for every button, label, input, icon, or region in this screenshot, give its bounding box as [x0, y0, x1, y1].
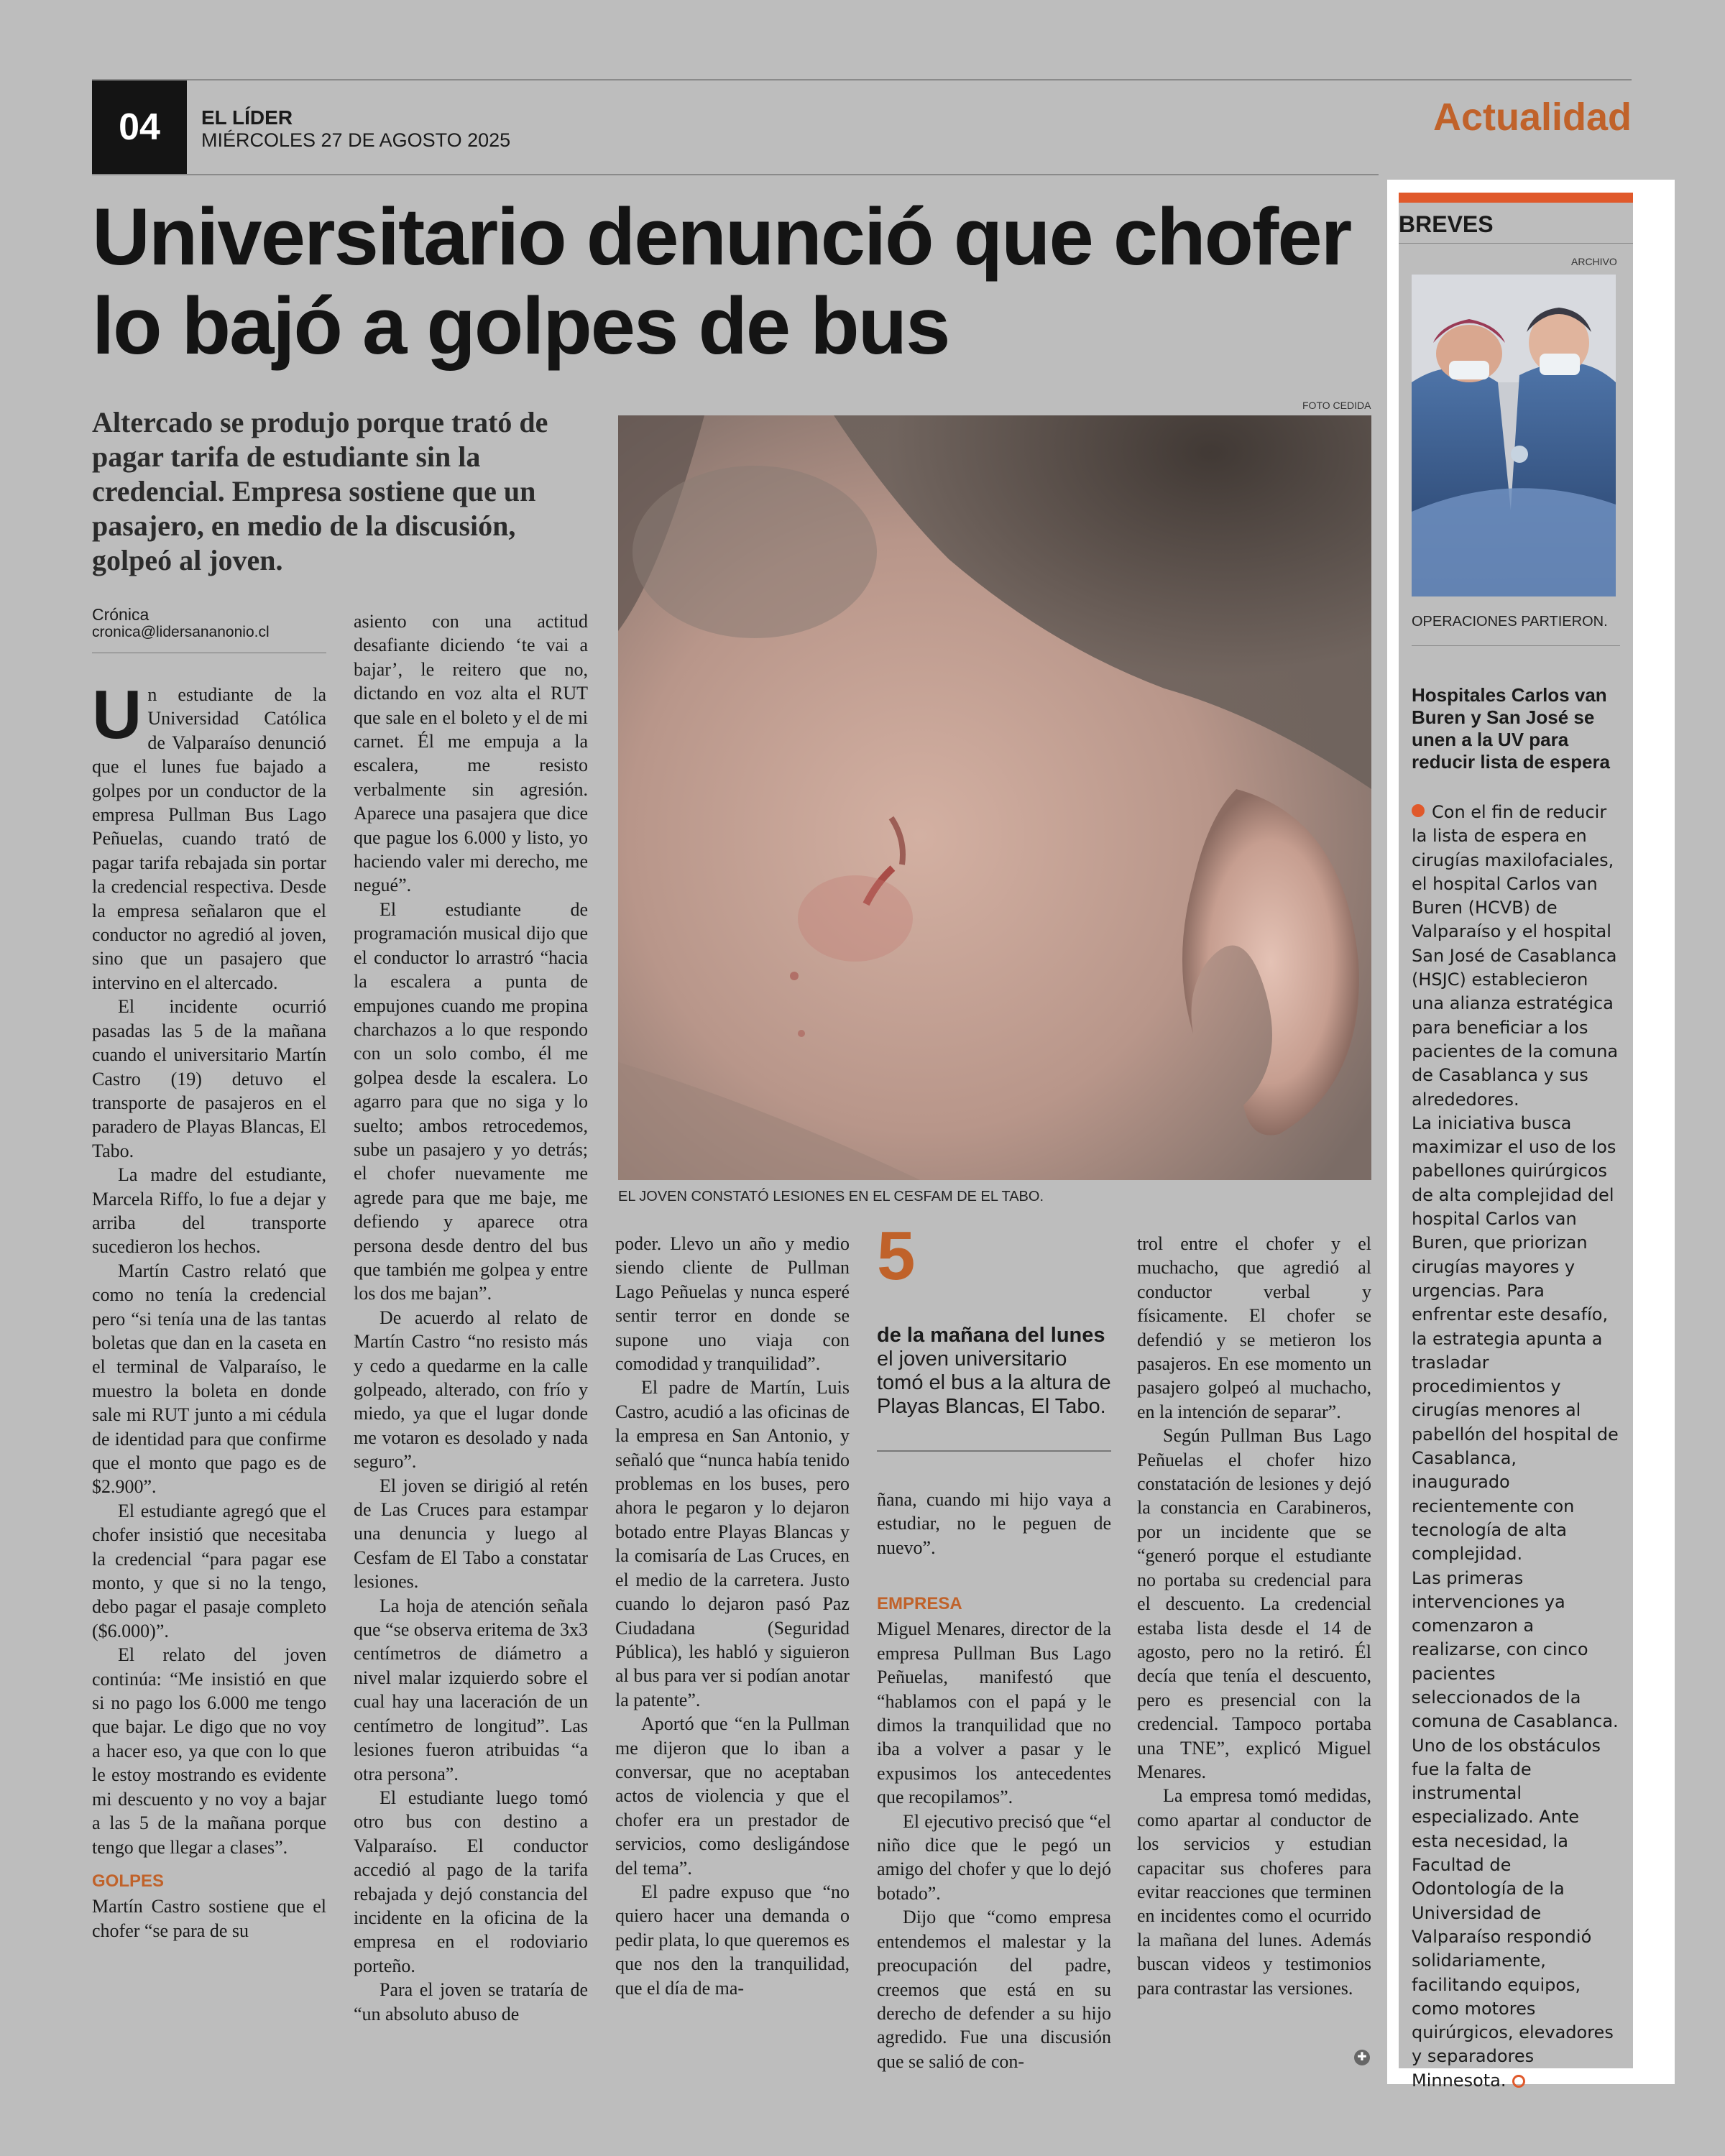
paragraph: La madre del estudiante, Marcela Riffo, lo fue a dejar y arriba del transporte sucedieron los hechos.: [92, 1164, 326, 1258]
paragraph: El incidente ocurrió pasadas las 5 de la mañana cuando el universitario Martín Castro (19) detuvo el transporte de pasajeros en el paradero de Playas Blancas, El Tabo.: [92, 996, 326, 1161]
side-paragraph-text: Con el fin de reducir la lista de espera en cirugías maxilofaciales, el hospital Carlos van Buren (HCVB) de Valparaíso y el hospital San José de Casablanca (HSJC) establecieron una alianza estratégica para beneficiar a los pacientes de la comuna de Casablanca y sus alrededores.: [1412, 802, 1619, 1110]
paragraph: Martín Castro relató que como no tenía la credencial pero “si tenía una de las tantas boletas que dan en la caseta en el terminal de Valparaíso, le muestro la boleta en donde sale mi RUT junto a mi cédula de identidad para que confirme que el monto que pago es de $2.900”.: [92, 1260, 326, 1498]
byline-email: cronica@lidersananonio.cl: [92, 624, 270, 640]
top-rule: [92, 79, 1632, 80]
paragraph: Para el joven se trataría de “un absoluto abuso de: [354, 1979, 588, 2024]
paragraph: Miguel Menares, director de la empresa Pullman Bus Lago Peñuelas, manifestó que “hablamos con el papá y le dimos la tranquilidad que no iba a volver a pasar y le expusimos los antecedentes que recopilamos”.: [877, 1618, 1111, 1808]
bullet-icon: [1412, 804, 1425, 817]
article-column-4-top: [877, 1488, 1111, 1560]
header-rule: [92, 174, 1379, 175]
paragraph: El estudiante luego tomó otro bus con destino a Valparaíso. El conductor accedió al pago de la tarifa rebajada y dejó constancia del incidente en la oficina de la empresa en el rodoviario porteño.: [354, 1787, 588, 1976]
paragraph: trol entre el chofer y el muchacho, que agredió al conductor verbal y físicamente. El chofer se defendió y se metieron los pasajeros. En ese momento un pasajero golpeó al muchacho, en la intención de separar”.: [1137, 1233, 1371, 1422]
pull-quote-rule: [877, 1450, 1111, 1452]
paragraph: Dijo que “como empresa entendemos el malestar y la preocupación del padre, creemos que está en su derecho de defender a su hijo agredido. Fue una discusión que se salió de con-: [877, 1907, 1111, 2072]
article-deck: Altercado se produjo porque trató de pagar tarifa de estudiante sin la credencial. Empresa sostiene que un pasajero, en medio de la discusión, golpeó al joven.: [92, 406, 548, 576]
paragraph: Aportó que “en la Pullman me dijeron que lo iban a conversar, que no aceptaban actos de violencia y que el chofer era un prestador de servicios, como desligándose del tema”.: [615, 1713, 850, 1879]
paragraph: La empresa tomó medidas, como apartar al conductor de los servicios y estudian capacitar sus choferes para evitar reacciones que terminen en incidentes como el ocurrido la mañana del lunes. Además buscan videos y testimonios para contrastar las versiones.: [1137, 1785, 1371, 1999]
paper-name: EL LÍDER: [201, 106, 293, 129]
photo-caption: EL JOVEN CONSTATÓ LESIONES EN EL CESFAM DE EL TABO.: [618, 1189, 1044, 1204]
paragraph-text: n estudiante de la Universidad Católica de Valparaíso denunció que el lunes fue bajado a golpes por un conductor de la empresa Pullman Bus Lago Peñuelas, cuando trató de pagar tarifa rebajada sin portar la credencial respectiva. Desde la empresa señalaron que el conductor no agredió al joven, sino que un pasajero que intervino en el altercado.: [92, 684, 326, 993]
page-number: 04: [92, 80, 187, 174]
article-column-5: [1137, 1232, 1371, 2000]
subhead-golpes: GOLPES: [92, 1871, 165, 1891]
breves-rule: [1399, 243, 1633, 244]
side-body: [1412, 801, 1620, 2093]
paragraph: asiento con una actitud desafiante diciendo ‘te vai a bajar’, le reitero que no, dictando en voz alta el RUT que sale en el boleto y el de mi carnet. Él me empuja a la escalera, me resisto verbalmente sin agresión. Aparece una pasajera que dice que pague los 6.000 y listo, yo haciendo valer mi derecho, me negué”.: [354, 611, 588, 896]
main-photo: [618, 415, 1371, 1180]
side-headline: Hospitales Carlos van Buren y San José se unen a la UV para reducir lista de espera: [1412, 684, 1611, 773]
article-column-4: [877, 1592, 1111, 2073]
paragraph: El joven se dirigió al retén de Las Cruces para estampar una denuncia y luego al Cesfam de El Tabo a constatar lesiones.: [354, 1475, 588, 1593]
paragraph: El estudiante agregó que el chofer insistió que necesitaba la credencial “para pagar ese monto, y que si no la tengo, debo pagar el pasaje completo ($6.000)”.: [92, 1500, 326, 1641]
paragraph: El relato del joven continúa: “Me insistió en que si no pago los 6.000 me tengo que bajar. Le digo que no voy a hacer eso, ya que con lo que le estoy mostrando es evidente mi descuento y no voy a bajar a las 5 de la mañana porque tengo que llegar a clases”.: [92, 1644, 326, 1858]
side-photo-credit: ARCHIVO: [1571, 256, 1617, 267]
article-column-2: [354, 609, 588, 2026]
article-end-icon: ✚: [1354, 2050, 1370, 2065]
pull-quote-text: el joven universitario tomó el bus a la altura de Playas Blancas, El Tabo.: [877, 1348, 1111, 1418]
paragraph: El ejecutivo precisó que “el niño dice que le pegó un amigo del chofer y que lo dejó botado”.: [877, 1810, 1111, 1904]
paragraph: Según Pullman Bus Lago Peñuelas el chofer hizo constatación de lesiones y dejó la constancia en Carabineros, por un incidente que se “generó porque el estudiante no portaba su credencial para el descuento. La credencial estaba lista desde el 14 de agosto, pero no la retiró. Él decía que tenía el descuento, pero es presencial con la credencial. Tampoco portaba una TNE”, explicó Miguel Menares.: [1137, 1425, 1371, 1782]
breves-accent-bar: [1399, 193, 1633, 203]
pull-quote-bold: de la mañana del lunes: [877, 1324, 1105, 1347]
side-paragraph-text: Uno de los obstáculos fue la falta de instrumental especializado. Ante esta necesidad, la Facultad de Odontología de la Universidad de Valparaíso respondió solidariamente, facilitando equipos, como motores quirúrgicos, elevadores y separadores Minnesota.: [1412, 1735, 1614, 2091]
drop-cap: U: [92, 676, 142, 753]
side-caption-rule: [1412, 645, 1620, 646]
side-photo-caption: OPERACIONES PARTIERON.: [1412, 614, 1608, 630]
surgery-photo-icon: [1412, 275, 1616, 596]
byline-name: Crónica: [92, 605, 150, 624]
article-column-3: [615, 1232, 850, 2000]
face-injury-photo-icon: [618, 415, 1371, 1180]
side-paragraph: [1412, 1734, 1620, 2093]
side-paragraph: [1412, 801, 1620, 1112]
photo-credit: FOTO CEDIDA: [1302, 400, 1371, 411]
section-name: Actualidad: [1432, 96, 1632, 139]
article-headline: Universitario denunció que chofer lo bajó a golpes de bus: [92, 192, 1351, 371]
paragraph: Martín Castro sostiene que el chofer “se para de su: [92, 1896, 326, 1941]
paragraph: ñana, cuando mi hijo vaya a estudiar, no le peguen de nuevo”.: [877, 1489, 1111, 1558]
side-paragraph: La iniciativa busca maximizar el uso de los pabellones quirúrgicos de alta complejidad del hospital Carlos van Buren, que priorizan cirugías mayores y urgencias. Para enfrentar este desafío, la estrategia apunta a trasladar procedimientos y cirugías menores al pabellón del hospital de Casablanca, inaugurado recientemente con tecnología de alta complejidad.: [1412, 1112, 1619, 1565]
side-photo: [1412, 275, 1616, 596]
paragraph: De acuerdo al relato de Martín Castro “no resisto más y cedo a quedarme en la calle golpeado, alterado, con frío y miedo, ya que el lugar donde me votaron es desolado y nada seguro”.: [354, 1307, 588, 1473]
breves-title: BREVES: [1399, 211, 1494, 237]
article-column-1: [92, 676, 326, 1943]
side-paragraph: Las primeras intervenciones ya comenzaron a realizarse, con cinco pacientes seleccionados de la comuna de Casablanca.: [1412, 1567, 1619, 1732]
issue-date: MIÉRCOLES 27 DE AGOSTO 2025: [201, 129, 511, 151]
paragraph: [92, 676, 326, 995]
subhead-empresa: EMPRESA: [877, 1594, 962, 1613]
paragraph: poder. Llevo un año y medio siendo cliente de Pullman Lago Peñuelas y nunca esperé sentir terror en donde se supone uno viaja con comodidad y tranquilidad”.: [615, 1233, 850, 1375]
end-mark-icon: [1512, 2075, 1525, 2088]
paragraph: El estudiante de programación musical dijo que el conductor lo arrastró “hacia la escalera a punta de empujones cuando me propina charchazos a lo que respondo con un solo combo, él me golpea desde la escalera. Lo agarro para que no siga y lo suelto; ambos retrocedemos, sube un pasajero y yo detrás; el chofer nuevamente me agrede para que me baje, me defiendo y aparece otra persona desde dentro del bus que también me golpea y entre los dos me bajan”.: [354, 898, 588, 1304]
pull-quote: [877, 1324, 1111, 1419]
paragraph: El padre expuso que “no quiero hacer una demanda o pedir plata, lo que queremos es que nos den la tranquilidad, que el día de ma-: [615, 1881, 850, 1999]
pull-quote-number: 5: [877, 1217, 916, 1294]
paragraph: La hoja de atención señala que “se observa eritema de 3x3 centímetros de diámetro a nivel malar izquierdo sobre el cual hay una laceración de un centímetro de longitud”. Las lesiones fueron atribuidas “a otra persona”.: [354, 1595, 588, 1784]
paragraph: El padre de Martín, Luis Castro, acudió a las oficinas de la empresa en San Antonio, y señaló que “nunca había tenido problemas en los buses, pero ahora le pegaron y lo dejaron botado entre Playas Blancas y la comisaría de Las Cruces, en el medio de la carretera. Justo cuando lo dejaron pasó Paz Ciudadana (Seguridad Pública), les habló y siguieron al bus para ver si podían anotar la patente”.: [615, 1377, 850, 1710]
